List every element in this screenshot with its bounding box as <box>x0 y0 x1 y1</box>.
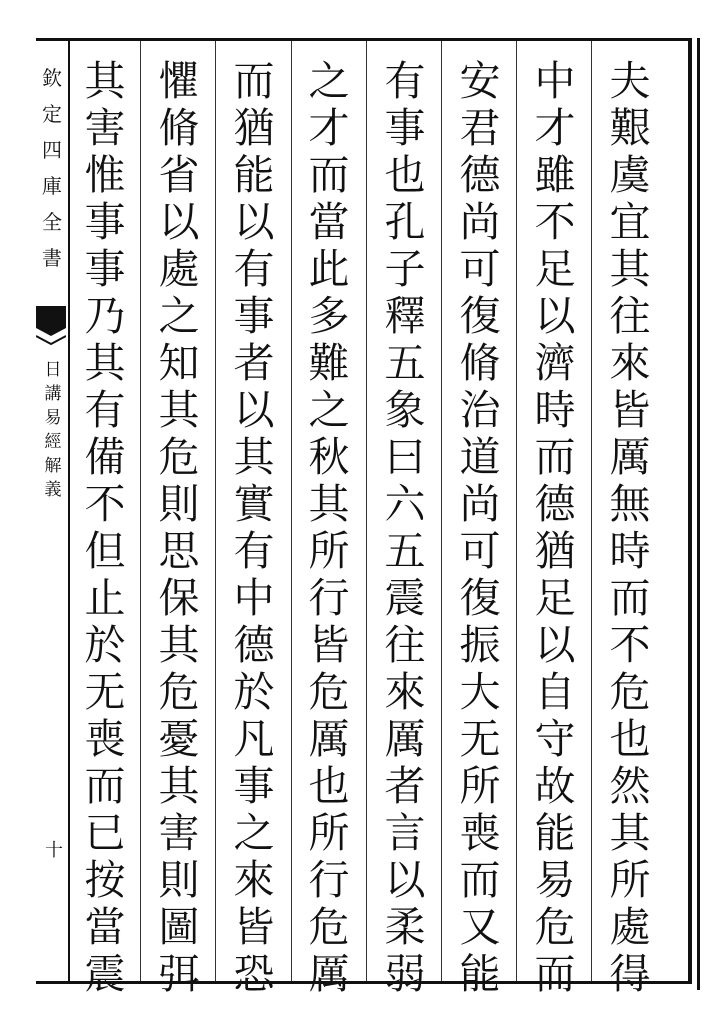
column-rule <box>215 41 216 981</box>
text-char: 已 <box>84 809 126 857</box>
column-rule <box>140 41 141 981</box>
text-char: 子 <box>384 245 426 293</box>
text-char: 以 <box>233 198 275 246</box>
text-char: 而 <box>84 762 126 810</box>
text-char: 行 <box>308 856 350 904</box>
text-char: 往 <box>384 621 426 669</box>
text-column <box>74 57 136 998</box>
text-column <box>449 57 511 998</box>
column-rule <box>291 41 292 981</box>
text-char: 中 <box>534 57 576 105</box>
text-char: 道 <box>459 433 501 481</box>
text-column <box>599 57 661 998</box>
text-char: 時 <box>534 386 576 434</box>
text-column <box>524 57 586 998</box>
text-char: 其 <box>233 433 275 481</box>
text-char: 所 <box>308 527 350 575</box>
text-char: 其 <box>158 621 200 669</box>
text-char: 雖 <box>534 151 576 199</box>
text-char: 其 <box>84 57 126 105</box>
text-char: 厲 <box>384 715 426 763</box>
text-char: 五 <box>384 339 426 387</box>
text-char: 可 <box>459 527 501 575</box>
text-char: 凡 <box>233 715 275 763</box>
text-char: 釋 <box>384 292 426 340</box>
text-char: 皆 <box>609 386 651 434</box>
text-char: 害 <box>158 809 200 857</box>
text-char: 之 <box>308 57 350 105</box>
text-char: 惟 <box>84 151 126 199</box>
text-char: 尚 <box>459 198 501 246</box>
section-title-char: 講 <box>44 384 62 404</box>
text-char: 害 <box>84 104 126 152</box>
text-char: 濟 <box>534 339 576 387</box>
text-char: 事 <box>233 762 275 810</box>
text-char: 無 <box>609 480 651 528</box>
text-char: 象 <box>384 386 426 434</box>
text-char: 君 <box>459 104 501 152</box>
text-char: 振 <box>459 621 501 669</box>
section-title-char: 解 <box>44 456 62 476</box>
text-char: 震 <box>384 574 426 622</box>
text-char: 猶 <box>534 527 576 575</box>
text-char: 事 <box>233 292 275 340</box>
text-char: 來 <box>609 339 651 387</box>
text-char: 才 <box>308 104 350 152</box>
text-char: 能 <box>534 809 576 857</box>
text-char: 脩 <box>158 104 200 152</box>
text-char: 多 <box>308 292 350 340</box>
text-char: 不 <box>609 621 651 669</box>
text-char: 易 <box>534 856 576 904</box>
text-column <box>223 57 285 998</box>
book-title-char: 書 <box>42 246 62 270</box>
text-char: 才 <box>534 104 576 152</box>
book-title-char: 定 <box>42 102 62 126</box>
column-rule <box>591 41 592 981</box>
text-char: 而 <box>534 950 576 998</box>
text-char: 以 <box>534 292 576 340</box>
text-char: 以 <box>233 386 275 434</box>
text-char: 於 <box>84 621 126 669</box>
text-char: 而 <box>308 151 350 199</box>
text-char: 言 <box>384 809 426 857</box>
text-char: 危 <box>308 903 350 951</box>
text-char: 則 <box>158 480 200 528</box>
text-char: 治 <box>459 386 501 434</box>
text-char: 厲 <box>609 433 651 481</box>
text-char: 按 <box>84 856 126 904</box>
text-char: 止 <box>84 574 126 622</box>
text-char: 來 <box>233 856 275 904</box>
text-char: 處 <box>609 903 651 951</box>
text-char: 震 <box>84 950 126 998</box>
text-char: 之 <box>308 386 350 434</box>
text-char: 但 <box>84 527 126 575</box>
text-char: 有 <box>233 245 275 293</box>
text-char: 者 <box>233 339 275 387</box>
text-char: 危 <box>308 668 350 716</box>
text-char: 尚 <box>459 480 501 528</box>
text-char: 有 <box>233 527 275 575</box>
text-char: 足 <box>534 574 576 622</box>
text-char: 保 <box>158 574 200 622</box>
text-char: 而 <box>233 57 275 105</box>
text-char: 則 <box>158 856 200 904</box>
text-char: 於 <box>233 668 275 716</box>
book-title <box>36 60 68 276</box>
text-char: 所 <box>609 856 651 904</box>
text-char: 宜 <box>609 198 651 246</box>
text-char: 喪 <box>459 809 501 857</box>
text-char: 又 <box>459 903 501 951</box>
text-char: 危 <box>534 903 576 951</box>
text-char: 五 <box>384 527 426 575</box>
text-char: 也 <box>384 151 426 199</box>
text-char: 事 <box>384 104 426 152</box>
text-char: 脩 <box>459 339 501 387</box>
text-char: 事 <box>84 198 126 246</box>
text-char: 可 <box>459 245 501 293</box>
text-char: 而 <box>609 574 651 622</box>
text-char: 當 <box>84 903 126 951</box>
text-char: 處 <box>158 245 200 293</box>
column-rule <box>441 41 442 981</box>
text-char: 皆 <box>233 903 275 951</box>
text-char: 以 <box>384 856 426 904</box>
text-char: 行 <box>308 574 350 622</box>
text-char: 无 <box>84 668 126 716</box>
text-char: 乃 <box>84 292 126 340</box>
column-rule <box>516 41 517 981</box>
text-char: 時 <box>609 527 651 575</box>
book-title-char: 庫 <box>42 174 62 198</box>
text-char: 皆 <box>308 621 350 669</box>
text-char: 也 <box>609 715 651 763</box>
text-char: 知 <box>158 339 200 387</box>
text-char: 以 <box>534 621 576 669</box>
page-number: 十 <box>45 840 63 861</box>
text-char: 曰 <box>384 433 426 481</box>
text-char: 難 <box>308 339 350 387</box>
text-char: 而 <box>459 856 501 904</box>
text-char: 虞 <box>609 151 651 199</box>
text-char: 弱 <box>384 950 426 998</box>
text-char: 所 <box>459 762 501 810</box>
text-char: 復 <box>459 574 501 622</box>
text-char: 足 <box>534 245 576 293</box>
text-char: 者 <box>384 762 426 810</box>
text-char: 危 <box>609 668 651 716</box>
section-title-char: 易 <box>44 408 62 428</box>
text-char: 六 <box>384 480 426 528</box>
text-char: 大 <box>459 668 501 716</box>
text-char: 危 <box>158 433 200 481</box>
text-char: 之 <box>158 292 200 340</box>
text-char: 有 <box>384 57 426 105</box>
text-char: 其 <box>158 386 200 434</box>
text-char: 危 <box>158 668 200 716</box>
text-char: 艱 <box>609 104 651 152</box>
text-char: 圖 <box>158 903 200 951</box>
text-char: 復 <box>459 292 501 340</box>
text-char: 憂 <box>158 715 200 763</box>
text-char: 懼 <box>158 57 200 105</box>
text-char: 其 <box>609 809 651 857</box>
text-char: 猶 <box>233 104 275 152</box>
text-char: 也 <box>308 762 350 810</box>
text-char: 厲 <box>308 715 350 763</box>
section-title-char: 義 <box>44 480 62 500</box>
text-column <box>148 57 210 998</box>
section-title-char: 經 <box>44 432 62 452</box>
text-char: 此 <box>308 245 350 293</box>
text-char: 恐 <box>233 950 275 998</box>
text-char: 中 <box>233 574 275 622</box>
section-title-char: 日 <box>44 360 62 380</box>
text-char: 省 <box>158 151 200 199</box>
text-char: 其 <box>84 339 126 387</box>
text-char: 其 <box>158 762 200 810</box>
text-char: 以 <box>158 198 200 246</box>
text-char: 不 <box>84 480 126 528</box>
text-char: 不 <box>534 198 576 246</box>
text-column <box>298 57 360 998</box>
fish-tail-icon <box>36 306 66 346</box>
text-char: 當 <box>308 198 350 246</box>
text-char: 來 <box>384 668 426 716</box>
text-char: 故 <box>534 762 576 810</box>
text-char: 弭 <box>158 950 200 998</box>
text-char: 德 <box>233 621 275 669</box>
text-char: 夫 <box>609 57 651 105</box>
text-char: 能 <box>233 151 275 199</box>
text-char: 自 <box>534 668 576 716</box>
text-char: 事 <box>84 245 126 293</box>
text-char: 得 <box>609 950 651 998</box>
text-char: 柔 <box>384 903 426 951</box>
text-char: 思 <box>158 527 200 575</box>
text-char: 往 <box>609 292 651 340</box>
book-title-char: 四 <box>42 138 62 162</box>
text-char: 喪 <box>84 715 126 763</box>
margin-strip <box>36 38 70 984</box>
book-title-char: 全 <box>42 210 62 234</box>
text-char: 秋 <box>308 433 350 481</box>
text-char: 孔 <box>384 198 426 246</box>
text-char: 无 <box>459 715 501 763</box>
book-title-char: 欽 <box>42 66 62 90</box>
column-rule <box>366 41 367 981</box>
text-char: 有 <box>84 386 126 434</box>
text-char: 德 <box>534 480 576 528</box>
text-char: 所 <box>308 809 350 857</box>
text-char: 之 <box>233 809 275 857</box>
text-column <box>374 57 436 998</box>
text-char: 守 <box>534 715 576 763</box>
text-char: 實 <box>233 480 275 528</box>
text-char: 其 <box>609 245 651 293</box>
section-title <box>38 358 68 502</box>
text-char: 備 <box>84 433 126 481</box>
frame-double-rule <box>697 38 700 990</box>
text-char: 然 <box>609 762 651 810</box>
text-char: 厲 <box>308 950 350 998</box>
text-char: 而 <box>534 433 576 481</box>
text-char: 德 <box>459 151 501 199</box>
text-char: 其 <box>308 480 350 528</box>
text-char: 能 <box>459 950 501 998</box>
text-char: 安 <box>459 57 501 105</box>
